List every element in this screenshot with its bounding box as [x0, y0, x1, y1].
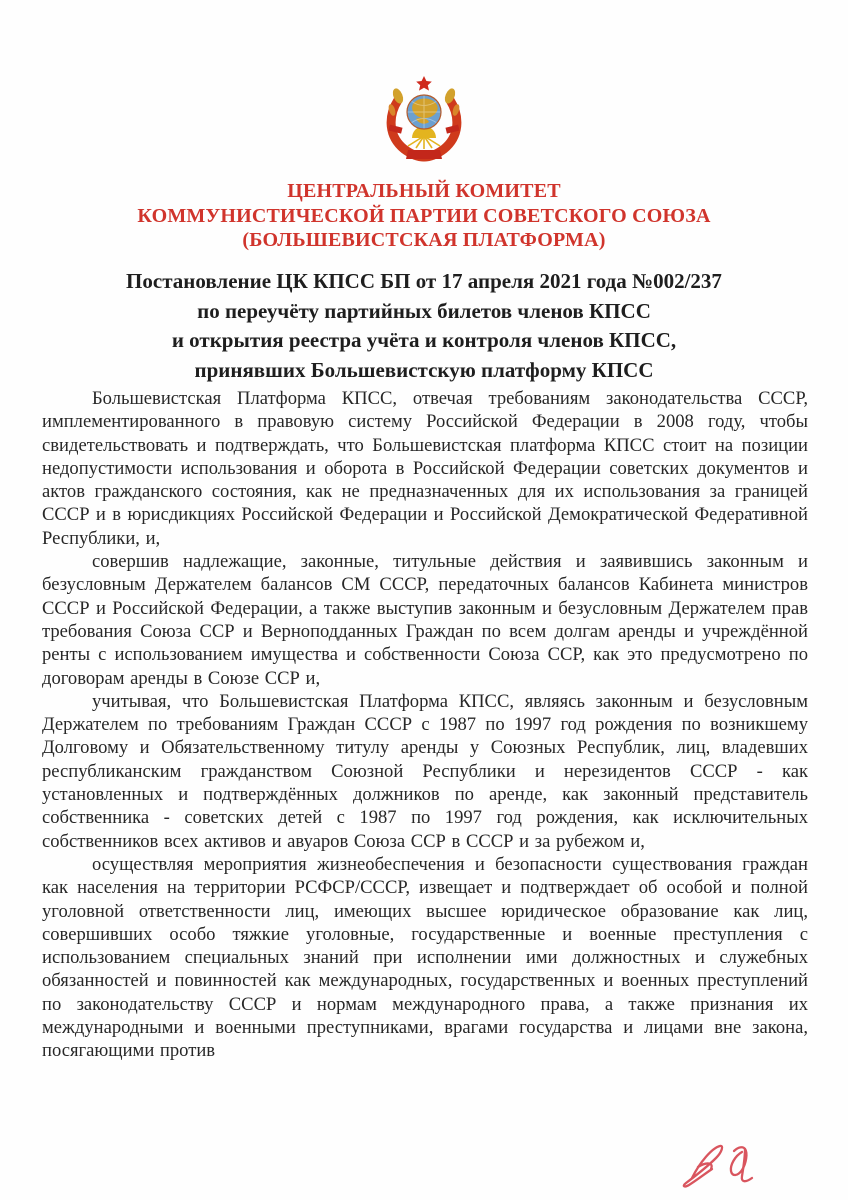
letterhead-line-3: (БОЛЬШЕВИСТСКАЯ ПЛАТФОРМА) — [242, 229, 606, 251]
title-line-2: по переучёту партийных билетов членов КПСС — [197, 298, 651, 323]
handwritten-signature-icon — [676, 1138, 772, 1192]
paragraph: учитывая, что Большевистская Платформа КПСС, являясь законным и безусловным Держателем по требованиям Граждан СССР с 1987 по 1997 год рождения по возникшему Долговому и Обязательственному титулу аренды у Союзных Республик, лиц, владевших республиканским гражданством Союзной Республики и нерезидентов СССР - как установленных и подтверждённых должников по аренде, как законный представитель собственника - советских детей с 1987 по 1997 год рождения, как исключительных собственников всех активов и авуаров Союза ССР в СССР и за рубежом и, — [42, 690, 808, 852]
paragraph: совершив надлежащие, законные, титульные действия и заявившись законным и безусловным Держателем балансов СМ СССР, передаточных балансов Кабинета министров СССР и Российской Федерации, а также выступив законным и безусловным Держателем прав требования Союза ССР и Верноподданных Граждан по всем долгам аренды и учреждённой ренты с использованием имущества и собственности Союза ССР, как это предусмотрено по договорам аренды в Союзе ССР и, — [42, 551, 808, 689]
title-line-3: и открытия реестра учёта и контроля членов КПСС, — [171, 328, 677, 352]
document-body — [42, 387, 808, 1063]
paragraph: осуществляя мероприятия жизнеобеспечения и безопасности существования граждан как населения на территории РСФСР/СССР, извещает и подтверждает об особой и полной уголовной ответственности лиц, имеющих высшее юридическое образование как лиц, совершивших особо тяжкие уголовные, государственные и военные преступления с использованием специальных знаний при исполнении ими должностных и служебных обязанностей и повинностей как международных, государственных и военных преступлений по законодательству СССР и нормам международного права, а также признания их международными и военными преступниками, врагами государства и лицами вне закона, посягающими против — [42, 853, 808, 1062]
title-line-4: принявших Большевистскую платформу КПСС — [194, 357, 654, 382]
letterhead — [0, 179, 848, 253]
paragraph: Большевистская Платформа КПСС, отвечая требованиям законодательства СССР, имплементированного в правовую систему Российской Федерации в 2008 году, чтобы свидетельствовать и подтверждать, что Большевистская платформа КПСС стоит на позиции недопустимости использования и оборота в Российской Федерации советских документов и актов гражданского состояния, как не предназначенных для их использования за границей СССР и в юрисдикциях Российской Федерации и Российской Демократической Федеративной Республики, и, — [42, 388, 808, 549]
title-line-1: Постановление ЦК КПСС БП от 17 апреля 2021 года №002/237 — [126, 269, 722, 293]
letterhead-line-1: ЦЕНТРАЛЬНЫЙ КОМИТЕТ — [287, 180, 561, 202]
letterhead-line-2: КОММУНИСТИЧЕСКОЙ ПАРТИИ СОВЕТСКОГО СОЮЗА — [137, 204, 711, 227]
ussr-coat-of-arms-icon — [382, 74, 466, 164]
document-title — [0, 267, 848, 385]
